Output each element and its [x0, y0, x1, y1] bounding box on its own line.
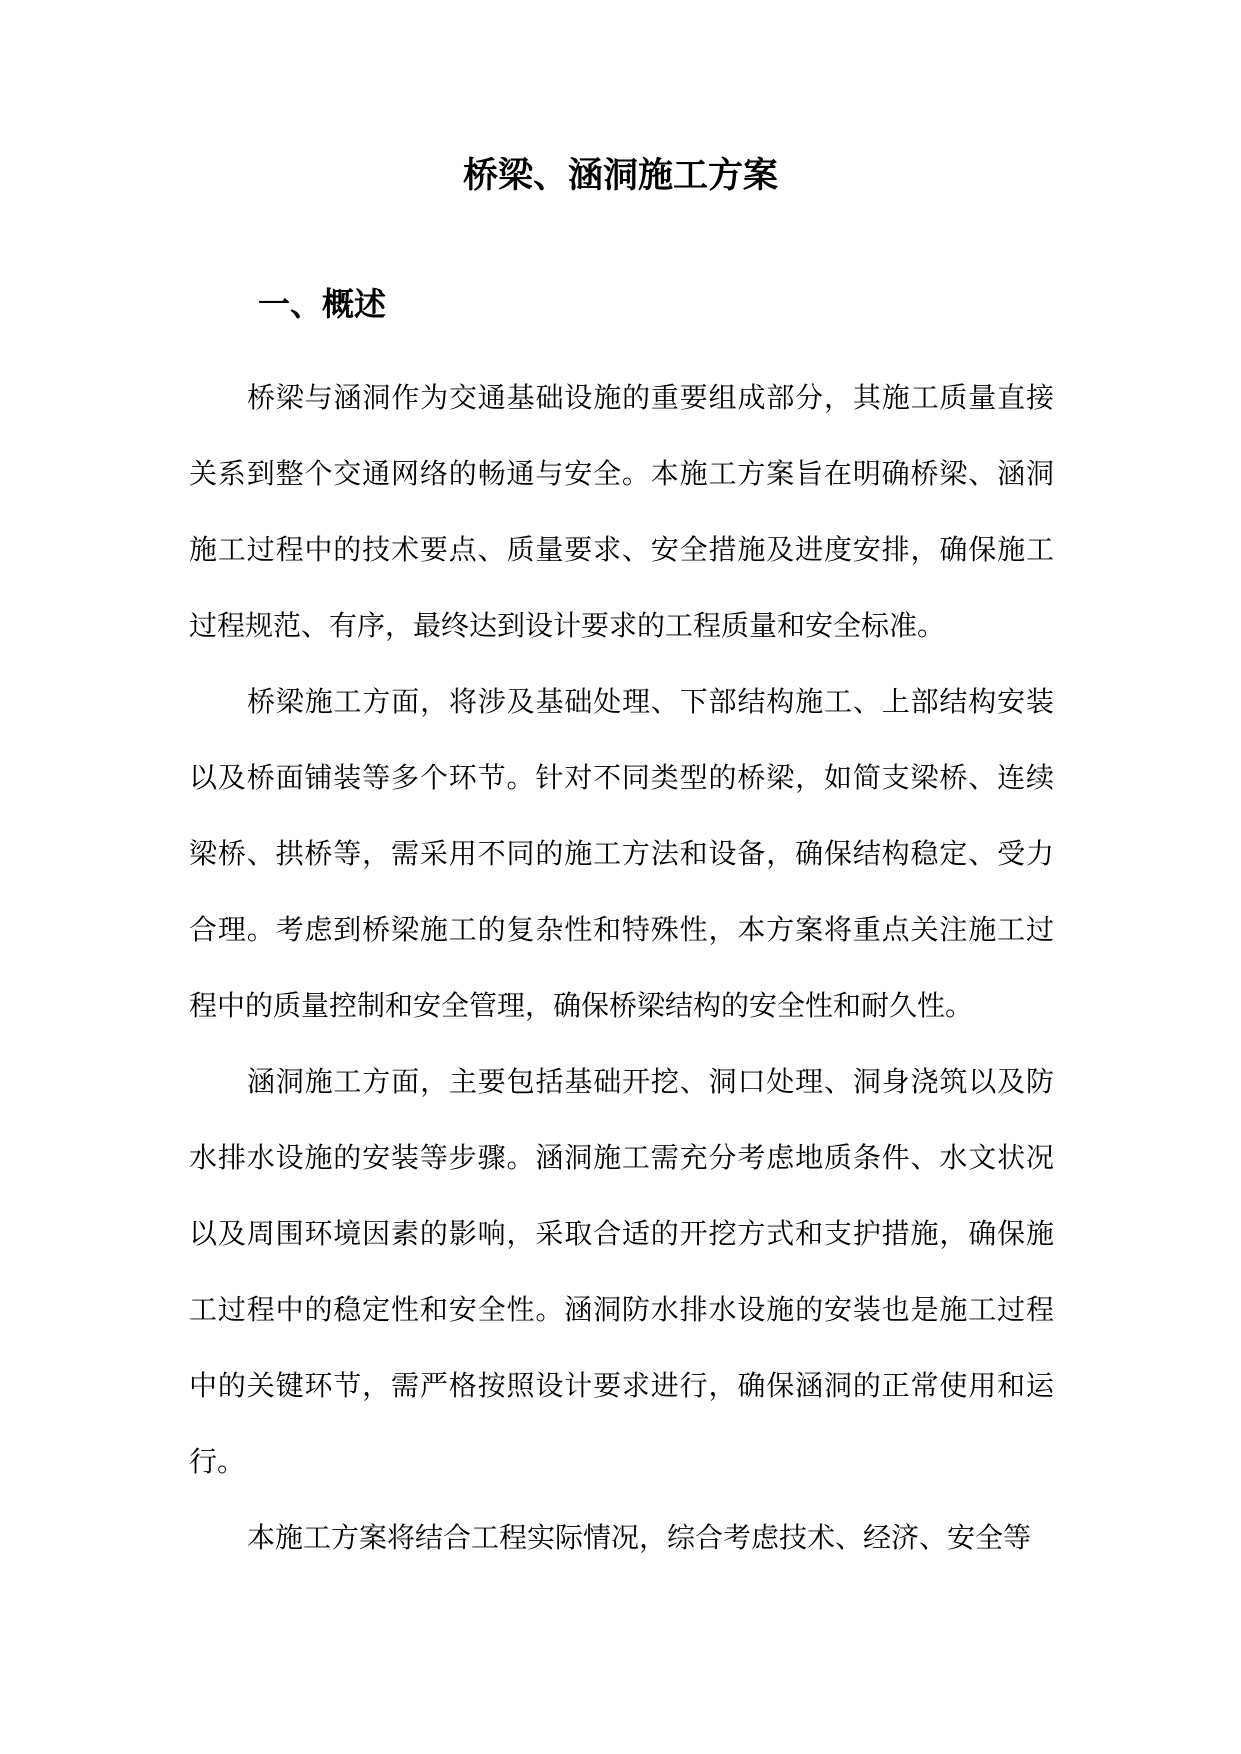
paragraph-1: 桥梁与涵洞作为交通基础设施的重要组成部分，其施工质量直接关系到整个交通网络的畅通与安全。本施工方案旨在明确桥梁、涵洞施工过程中的技术要点、质量要求、安全措施及进度安排，确保施工过程规范、有序，最终达到设计要求的工程质量和安全标准。 [189, 381, 1054, 642]
paragraph-4: 本施工方案将结合工程实际情况，综合考虑技术、经济、安全等 [247, 1521, 1032, 1554]
section-heading: 一、概述 [258, 285, 387, 323]
paragraph-3: 涵洞施工方面，主要包括基础开挖、洞口处理、洞身浇筑以及防水排水设施的安装等步骤。涵洞施工需充分考虑地质条件、水文状况以及周围环境因素的影响，采取合适的开挖方式和支护措施，确保施工过程中的稳定性和安全性。涵洞防水排水设施的安装也是施工过程中的关键环节，需严格按照设计要求进行，确保涵洞的正常使用和运行。 [189, 1065, 1054, 1478]
document-title: 桥梁、涵洞施工方案 [462, 155, 778, 196]
paragraph-2: 桥梁施工方面，将涉及基础处理、下部结构施工、上部结构安装以及桥面铺装等多个环节。针对不同类型的桥梁，如简支梁桥、连续梁桥、拱桥等，需采用不同的施工方法和设备，确保结构稳定、受力合理。考虑到桥梁施工的复杂性和特殊性，本方案将重点关注施工过程中的质量控制和安全管理，确保桥梁结构的安全性和耐久性。 [189, 685, 1054, 1022]
section-body [189, 360, 1054, 1576]
